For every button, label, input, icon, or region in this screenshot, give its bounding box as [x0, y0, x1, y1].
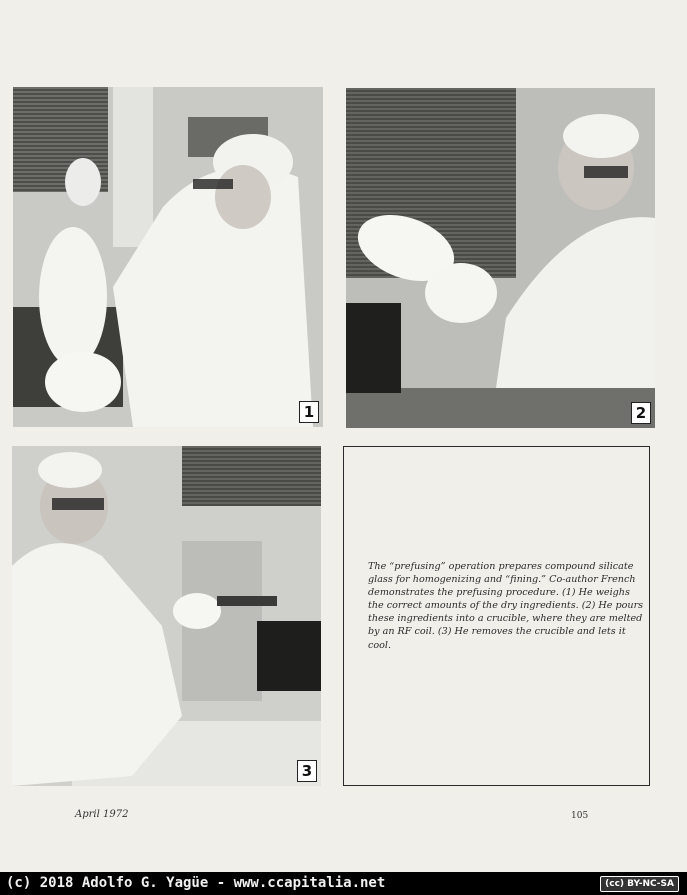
caption-box [343, 446, 650, 786]
caption-text: The “prefusing” operation prepares compound silicate glass for homogenizing and “fining.” Co-author French demonstrates the prefusing procedure. (1) He weighs the correct amounts of the dry ingredients. (2) He pours these ingredients into a crucible, where they are melted by an RF coil. (3) He removes the crucible and lets it cool. [368, 561, 644, 651]
page-number: 105 [571, 811, 589, 821]
photo-3 [12, 446, 321, 786]
photo-number-badge: 2 [631, 402, 651, 424]
issue-date: April 1972 [75, 809, 129, 820]
photo-2-illustration [346, 88, 655, 428]
photo-3-illustration [12, 446, 321, 786]
photo-1 [13, 87, 323, 427]
photo-number-badge: 1 [299, 401, 319, 423]
watermark-bar [0, 872, 687, 895]
copyright-credit: (c) 2018 Adolfo G. Yagüe - www.ccapitalia.net [6, 875, 386, 891]
license-badge: (cc) BY-NC-SA [600, 876, 679, 892]
photo-1-illustration [13, 87, 323, 427]
photo-number-badge: 3 [297, 760, 317, 782]
photo-2 [346, 88, 655, 428]
